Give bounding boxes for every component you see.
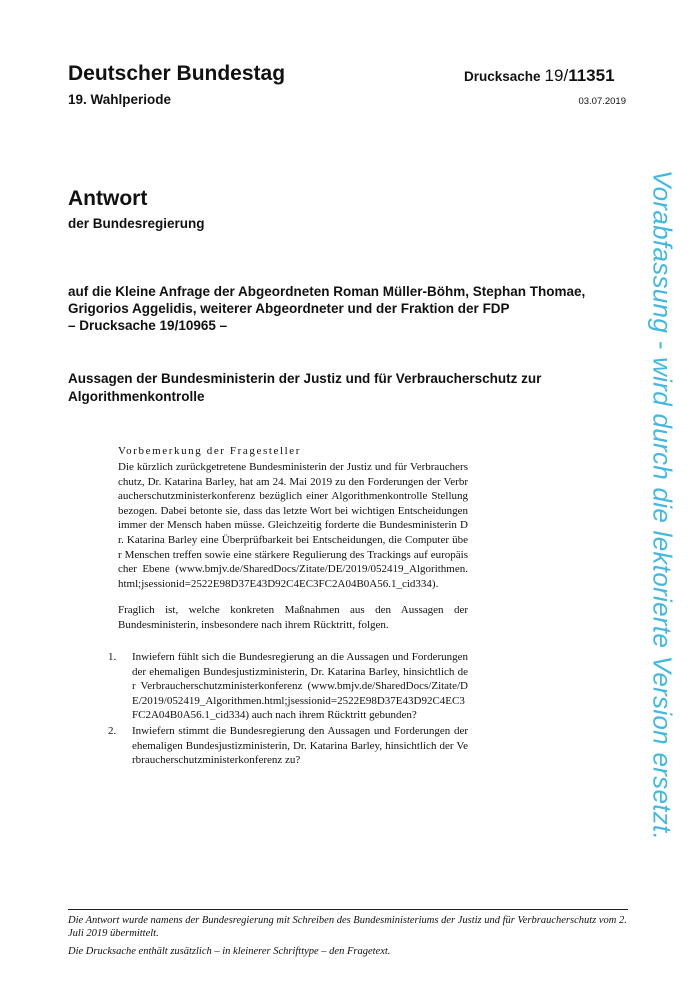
question-text: Inwiefern stimmt die Bundesregierung den Aussagen und Forderungen der ehemaligen Bundesjustizministerin, Dr. Katarina Barley, hinsichtlich der Verbraucherschutzministerkonferenz zu? xyxy=(132,725,468,767)
question-text: Inwiefern fühlt sich die Bundesregierung an die Aussagen und Forderungen der ehemaligen Bundesjustizministerin, Dr. Katarina Barley, hinsichtlich der Verbraucherschutzministerkonferenz (www.bmjv.de/SharedDocs/Zitate/DE/2019/052419_Algorithmen.html;jsessionid=2522E98D37E43D92C4EC3FC2A04B0A56.1_cid334) auch nach ihrem Rücktritt gebunden? xyxy=(132,651,468,722)
drucksache-prefix: 19/ xyxy=(544,66,569,85)
footer-note: Die Antwort wurde namens der Bundesregierung mit Schreiben des Bundesministeriums der Justiz und für Verbraucherschutz vom 2. Juli 2019 übermittelt. xyxy=(68,915,627,939)
document-date: 03.07.2019 xyxy=(578,96,626,107)
question-number: 1. xyxy=(108,651,117,663)
legislative-period: 19. Wahlperiode xyxy=(68,92,172,107)
drucksache-main-number: 11351 xyxy=(568,66,615,85)
vorbemerkung-paragraph: Die kürzlich zurückgetretene Bundesministerin der Justiz und für Verbraucherschutz, Dr. Katarina Barley, hat am 24. Mai 2019 zu den Forderungen der Verbraucherschutzministerkonferenz bezüglich einer Algorithmenkontrolle Stellung bezogen. Dabei betonte sie, dass das letzte Wort bei wichtigen Entscheidungen immer der Mensch haben müsse. Gleichzeitig forderte die Bundesministerin Dr. Katarina Barley eine Überprüfbarkeit bei Entscheidungen, die Computer über Menschen treffen sowie eine stärkere Regulierung des Trackings auf europäischer Ebene (www.bmjv.de/SharedDocs/Zitate/DE/2019/052419_Algorithmen.html;jsessionid=2522E98D37E43D92C4EC3FC2A04B0A56.1_cid334). xyxy=(118,461,468,590)
anfrage-reference xyxy=(68,283,628,334)
draft-watermark xyxy=(638,110,686,900)
institution-title: Deutscher Bundestag xyxy=(68,62,286,85)
document-author: der Bundesregierung xyxy=(68,216,205,231)
document-type: Antwort xyxy=(68,187,148,210)
vorbemerkung-heading: Vorbemerkung der Fragesteller xyxy=(118,445,302,457)
drucksache-label: Drucksache xyxy=(464,69,541,84)
watermark-text: Vorabfassung - wird durch die lektorierte Version ersetzt. xyxy=(647,169,678,841)
anfrage-text: auf die Kleine Anfrage der Abgeordneten Roman Müller-Böhm, Stephan Thomae, Grigorios Aggelidis, weiterer Abgeordneter und der Fraktion der FDP – Drucksache 19/10965 – xyxy=(68,284,586,333)
question-item xyxy=(108,650,468,723)
subject-title: Aussagen der Bundesministerin der Justiz und für Verbraucherschutz zur Algorithmenkontrolle xyxy=(68,371,542,404)
vorbemerkung-paragraph-2: Fraglich ist, welche konkreten Maßnahmen aus den Aussagen der Bundesministerin, insbesondere nach ihrem Rücktritt, folgen. xyxy=(118,604,468,631)
question-number: 2. xyxy=(108,725,117,737)
question-item xyxy=(108,724,468,768)
footer-divider xyxy=(68,909,628,910)
drucksache-number xyxy=(464,66,615,86)
footer-note-2: Die Drucksache enthält zusätzlich – in kleinerer Schrifttype – den Fragetext. xyxy=(68,946,391,957)
